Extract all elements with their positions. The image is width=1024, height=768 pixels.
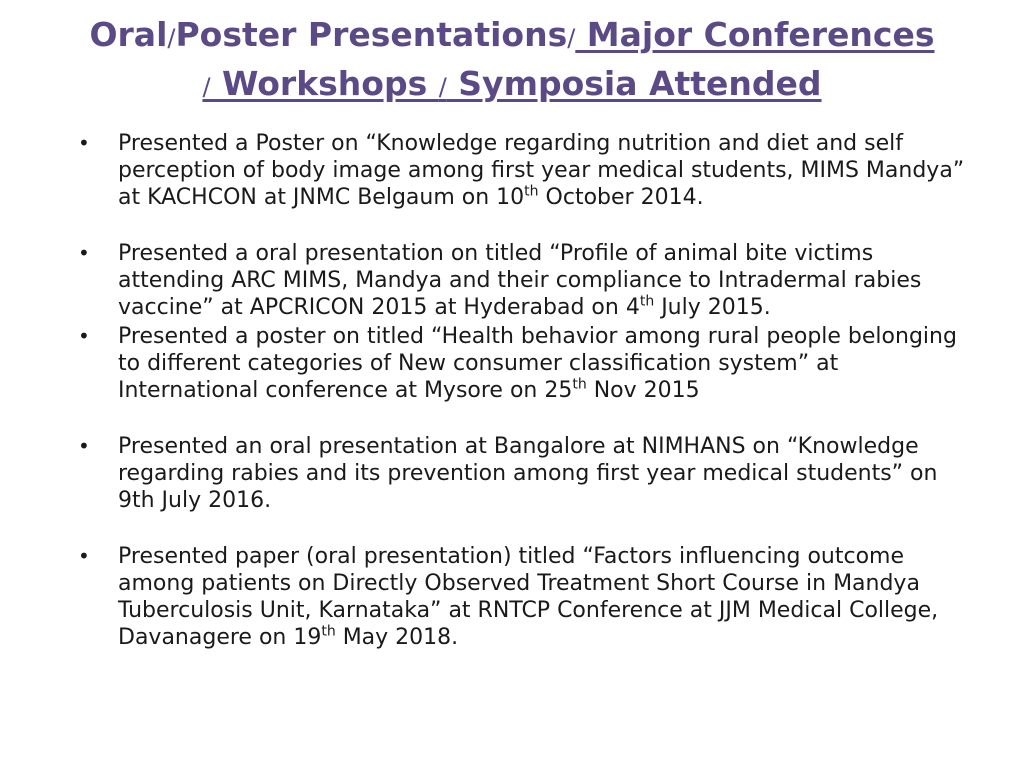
ordinal-suffix: th [321,623,336,640]
bullet-icon: • [78,544,90,568]
title-separator: / [567,24,576,52]
bullet-icon: • [78,241,90,265]
list-item-text: Presented a poster on titled “Health behavior among rural people belonging to different categories of New consumer classification system” at International conference at Mysore on 25 [118,324,957,403]
title-part-poster-presentations: Poster Presentations [175,15,568,54]
title-part-workshops: Workshops [210,64,439,103]
list-item [78,130,978,211]
list-item-text: Presented paper (oral presentation) titled “Factors influencing outcome among patients on Directly Observed Treatment Short Course in Mandya Tuberculosis Unit, Karnataka” at RNTCP Conference at JJM Medical College, Davanagere on 19 [118,544,939,650]
list-item [78,543,978,651]
presentation-list [78,130,978,651]
bullet-icon: • [78,434,90,458]
list-item [78,433,978,514]
list-item-text-end: Nov 2015 [586,378,700,403]
title-part-major-conferences: Major Conferences [575,15,935,54]
title-separator: / [438,73,447,101]
ordinal-suffix: th [572,376,587,393]
title-part-oral: Oral [89,15,168,54]
list-item-text: Presented a Poster on “Knowledge regarding nutrition and diet and self perception of body image among first year medical students, MIMS Mandya” at KACHCON at JNMC Belgaum on 10 [118,131,965,210]
title-separator: / [202,73,211,101]
slide-title [40,12,984,110]
list-item-text-end: May 2018. [335,625,459,650]
ordinal-suffix: th [639,293,655,310]
list-item [78,323,978,404]
bullet-icon: • [78,324,90,348]
title-separator: / [167,24,176,52]
ordinal-suffix: th [524,183,539,200]
bullet-icon: • [78,131,90,155]
title-part-symposia-attended: Symposia Attended [446,64,822,103]
list-item-text: Presented a oral presentation on titled “Profile of animal bite victims attending ARC MIMS, Mandya and their compliance to Intradermal rabies vaccine” at APCRICON 2015 at Hyderabad on 4 [118,241,922,320]
list-item [78,240,978,321]
list-item-text: Presented an oral presentation at Bangalore at NIMHANS on “Knowledge regarding rabies and its prevention among first year medical students” on 9th July 2016. [118,434,938,513]
list-item-text-end: July 2015. [654,295,771,320]
list-item-text-end: October 2014. [538,185,704,210]
